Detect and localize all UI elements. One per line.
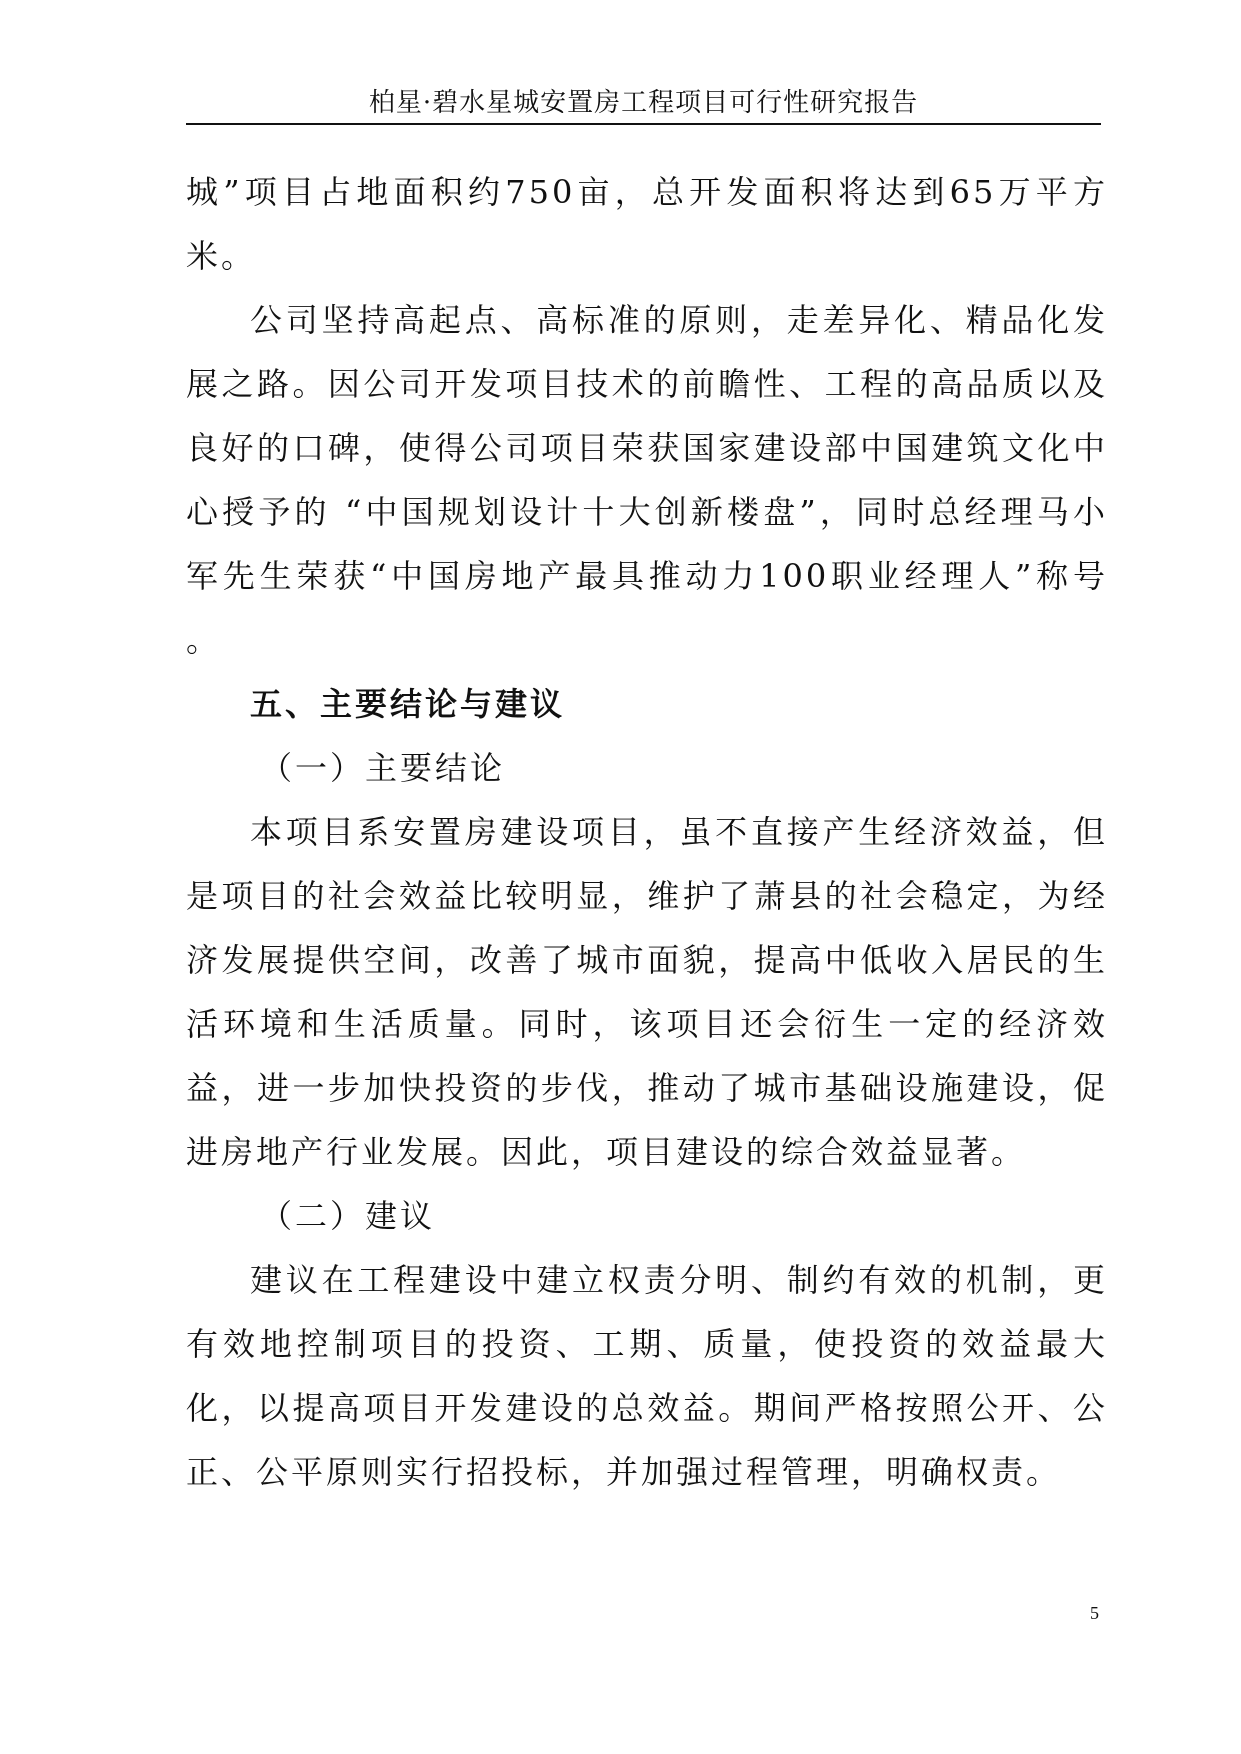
paragraph-company-profile: 公司坚持高起点、高标准的原则，走差异化、精品化发展之路。因公司开发项目技术的前瞻性、工程的高品质以及良好的口碑，使得公司项目荣获国家建设部中国建筑文化中心授予的 “中国规划设计十大创新楼盘”，同时总经理马小军先生荣获“中国房地产最具推动力100职业经理人”称号 。 <box>186 301 1108 659</box>
subheading-suggestions: （二）建议 <box>260 1197 436 1235</box>
paragraph-continued: 城”项目占地面积约750亩，总开发面积将达到65万平方米。 <box>186 173 1108 275</box>
paragraph-suggestions: 建议在工程建设中建立权责分明、制约有效的机制，更有效地控制项目的投资、工期、质量，使投资的效益最大化，以提高项目开发建设的总效益。期间严格按照公开、公正、公平原则实行招投标，并加强过程管理，明确权责。 <box>186 1261 1108 1491</box>
subheading-main-conclusions: （一）主要结论 <box>260 749 506 787</box>
section-heading-conclusions: 五、主要结论与建议 <box>250 685 566 723</box>
paragraph-conclusions: 本项目系安置房建设项目，虽不直接产生经济效益，但是项目的社会效益比较明显，维护了萧县的社会稳定，为经济发展提供空间，改善了城市面貌，提高中低收入居民的生活环境和生活质量。同时，该项目还会衍生一定的经济效益，进一步加快投资的步伐，推动了城市基础设施建设，促进房地产行业发展。因此，项目建设的综合效益显著。 <box>186 813 1108 1171</box>
page-header <box>186 83 1101 125</box>
document-title: 柏星·碧水星城安置房工程项目可行性研究报告 <box>368 88 919 118</box>
page-number: 5 <box>1090 1603 1099 1623</box>
document-body <box>186 160 1108 1504</box>
